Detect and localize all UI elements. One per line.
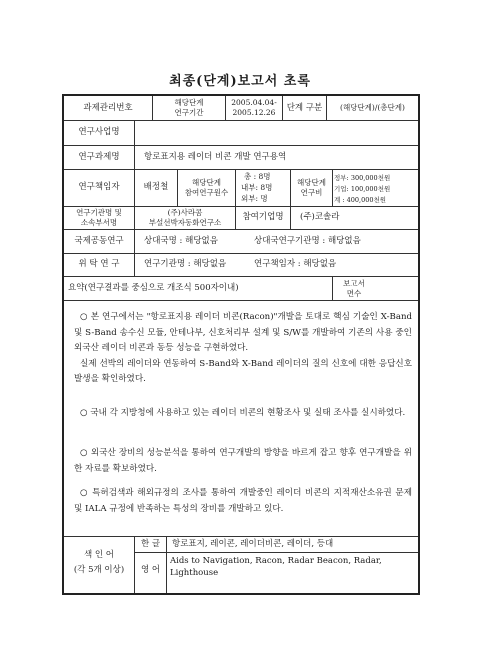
outsource-label: 위 탁 연 구 xyxy=(78,259,120,269)
cell-divider xyxy=(332,169,333,206)
keywords-eng-value: Aids to Navigation, Racon, Radar Beacon, Radar, Lighthouse xyxy=(170,556,382,578)
project-no-label: 과제관리번호 xyxy=(83,103,133,113)
leader-label: 연구책임자 xyxy=(78,182,120,192)
keywords-eng-label: 영 어 xyxy=(140,565,161,575)
leader-value: 배정철 xyxy=(143,182,169,192)
summary-item-3: ○ 외국산 장비의 성능분석을 통하여 연구개발의 방향을 바르게 잡고 향후 연구개발을 위한 자료를 확보하였다. xyxy=(74,448,412,474)
stage-label: 단계 구분 xyxy=(286,103,323,113)
summary-item-1 xyxy=(74,310,412,388)
period-value: 2005.04.04- 2005.12.26 xyxy=(231,98,277,117)
row-divider xyxy=(64,120,418,121)
cell-divider xyxy=(134,120,135,276)
budget-gov: 정부: 300,000천원 xyxy=(334,174,391,182)
summary-text: 실제 선박의 레이더와 연동하여 S-Band와 X-Band 레이더의 질의 신호에 대한 응답신호 발생을 확인하였다. xyxy=(74,358,412,384)
researchers-label: 해당단계 참여연구원수 xyxy=(184,178,229,197)
partner-label: 참여기업명 xyxy=(242,212,284,222)
researchers-outer: 외부: 명 xyxy=(241,194,268,203)
intl-org: 상대국연구기관명 : 해당없음 xyxy=(254,236,361,246)
researchers-total: 총 : 8명 xyxy=(244,172,271,181)
researchers-inner: 내부: 8명 xyxy=(241,183,273,192)
summary-item-4: ○ 특허검색과 해외규정의 조사를 통하여 개발중인 레이더 비콘의 지적재산소유권 문제 및 IALA 규정에 반족하는 특성의 장비를 개발하고 있다. xyxy=(74,488,412,514)
row-divider xyxy=(134,552,418,553)
org-value: (주)사라콤 부설선박자동화연구소 xyxy=(148,208,222,227)
row-divider xyxy=(64,300,418,301)
row-divider xyxy=(64,253,418,254)
budget-label: 해당단계 연구비 xyxy=(297,178,326,197)
keywords-label: 색 인 어 (각 5개 이상) xyxy=(73,550,125,575)
row-divider xyxy=(64,276,418,277)
outsource-org: 연구기관명 : 해당없음 xyxy=(144,259,227,269)
abstract-form xyxy=(62,94,420,595)
summary-item-2: ○ 국내 각 지방청에 사용하고 있는 레이더 비콘의 현황조사 및 실태 조사를 실시하였다. xyxy=(80,408,406,418)
row-divider xyxy=(64,229,418,230)
row-divider xyxy=(64,536,418,537)
org-label: 연구기관명 및 소속부서명 xyxy=(76,208,122,227)
intl-country: 상대국명 : 해당없음 xyxy=(144,236,218,246)
budget-total: 계 : 400,000천원 xyxy=(334,196,387,204)
period-label: 해당단계 연구기간 xyxy=(174,98,204,117)
page-title: 최종(단계)보고서 초록 xyxy=(169,74,311,89)
task-value: 항로표지용 레이더 비콘 개발 연구용역 xyxy=(144,152,287,162)
task-label: 연구과제명 xyxy=(78,152,120,162)
keywords-kor-value: 항로표지, 레이콘, 레이더비콘, 레이더, 등대 xyxy=(172,539,334,549)
outsource-leader: 연구책임자 : 해당없음 xyxy=(254,259,337,269)
summary-text: ○ 본 연구에서는 "항로표지용 레이더 비콘(Racon)"개발을 토대로 핵심 기술인 X-Band 및 S-Band 송수신 모듈, 안테나부, 신호처리부 설계 및 S/W를 개발하여 기존의 사용 중인 외국산 레이더 비콘과 동등 성능을 구현하였다. xyxy=(74,312,412,353)
program-label: 연구사업명 xyxy=(78,127,120,137)
intl-label: 국제공동연구 xyxy=(74,236,124,246)
cell-divider xyxy=(235,169,236,206)
summary-label: 요약(연구결과를 중심으로 개조식 500자이내) xyxy=(68,283,239,293)
pages-label: 보고서 면수 xyxy=(343,279,365,298)
row-divider xyxy=(64,145,418,146)
partner-value: (주)코솔라 xyxy=(300,212,340,222)
row-divider xyxy=(64,206,418,207)
budget-corp: 기업: 100,000천원 xyxy=(334,185,391,193)
keywords-kor-label: 한 글 xyxy=(140,539,161,549)
cell-divider xyxy=(166,536,167,593)
row-divider xyxy=(64,169,418,170)
cell-divider xyxy=(290,206,291,229)
stage-value: (해당단계)/(총단계) xyxy=(340,103,405,112)
